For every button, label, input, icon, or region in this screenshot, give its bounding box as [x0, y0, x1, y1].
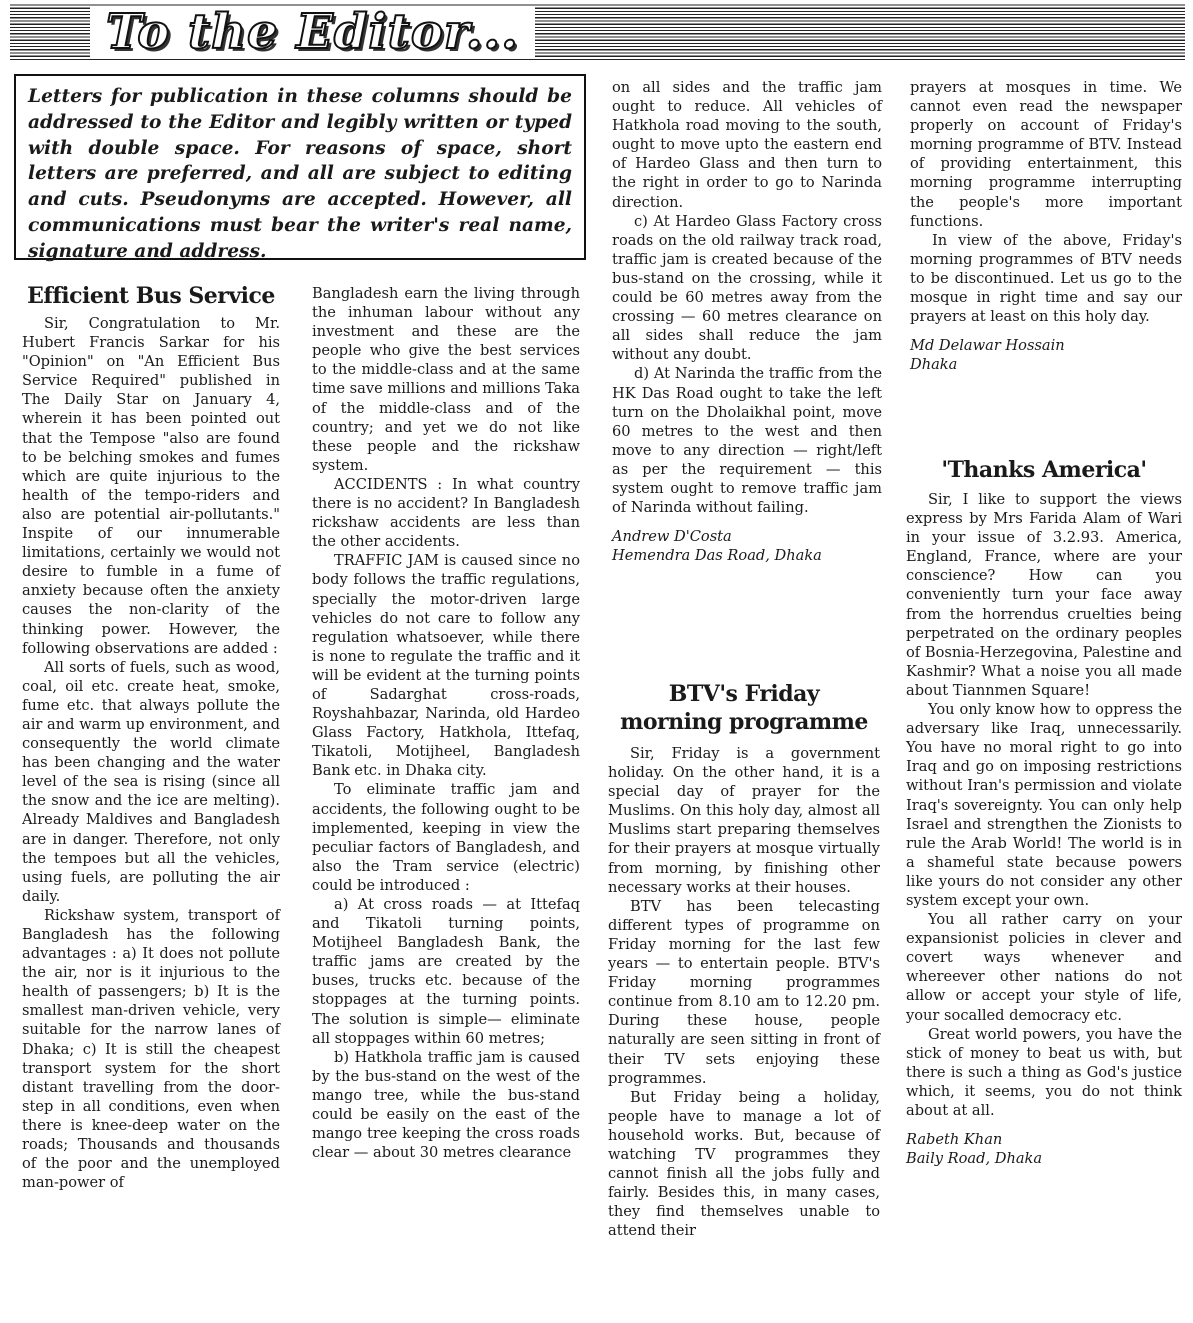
paragraph: ACCIDENTS : In what country there is no accident? In Bangladesh rickshaw accidents are less than the other accidents. [312, 475, 580, 551]
paragraph: Rickshaw system, transport of Bangladesh has the following advantages : a) It does not pollute the air, nor is it injurious to the health of passengers; b) It is the smallest man-driven vehicle, very suitable for the narrow lanes of Dhaka; c) It is still the cheapest transport system for the short distant travelling from the door-step in all conditions, even when there is knee-deep water on the roads; Thousands and thousands of the poor and the unemployed man-power of [22, 906, 280, 1192]
column-3-btv [608, 680, 880, 1240]
paragraph: You all rather carry on your expansionist policies in clever and covert ways whenever and whereever other nations do not allow or accept your style of life, your socalled democracy etc. [906, 911, 1182, 1024]
paragraph: TRAFFIC JAM is caused since no body follows the traffic regulations, specially the motor-driven large vehicles do not care to follow any regulation whatsoever, while there is none to regulate the traffic and it will be evident at the turning points of Sadarghat cross-roads, Royshahbazar, Narinda, old Hardeo Glass Factory, Hatkhola, Ittefaq, Tikatoli, Motijheel, Bangladesh Bank etc. in Dhaka city. [312, 552, 580, 780]
paragraph: Sir, Congratulation to Mr. Hubert Francis Sarkar for his "Opinion" on "An Efficient Bus Service Required" published in The Daily Star on January 4, wherein it has been pointed out that the Tempose "also are found to be belching smokes and fumes which are quite injurious to the health of the tempo-riders and also are potential air-pollutants." Inspite of our innumerable limitations, certainly we would not desire to fumble in a fume of anxiety because often the anxiety causes the non-clarity of the thinking power. However, the following observations are added : [22, 315, 280, 657]
paragraph: c) At Hardeo Glass Factory cross roads on the old railway track road, traffic jam is created because of the bus-stand on the crossing, while it could be 60 metres away from the crossing — 60 metres clearance on all sides shall reduce the jam without any doubt. [612, 212, 882, 364]
signature-address: Dhaka [910, 356, 958, 374]
column-4 [910, 78, 1182, 374]
paragraph: BTV has been telecasting different types of programme on Friday morning for the last few years — to entertain people. BTV's Friday morning programmes continue from 8.10 am to 12.20 pm. During these house, people naturally are seen sitting in front of their TV sets enjoying these programmes. [608, 897, 880, 1087]
paragraph: In view of the above, Friday's morning programmes of BTV needs to be discontinued. Let us go to the mosque in right time and say our prayers at least on this holy day. [910, 231, 1182, 326]
paragraph: Sir, Friday is a government holiday. On the other hand, it is a special day of prayer for the Muslims. On this holy day, almost all Muslims start preparing themselves for their prayers at mosque virtually from morning, by finishing other necessary works at their houses. [608, 745, 880, 896]
signature-name: Andrew D'Costa [612, 528, 732, 546]
editorial-notice: Letters for publication in these columns should be addressed to the Editor and legibly written or typed with double space. For reasons of space, short letters are preferred, and all are subject to editing and cuts. Pseudonyms are accepted. However, all communications must bear the writer's real name, signature and address. [14, 74, 586, 260]
headline-btv-line-1: BTV's Friday [668, 681, 820, 707]
headline-thanks-america: 'Thanks America' [941, 457, 1147, 483]
paragraph: d) At Narinda the traffic from the HK Das Road ought to take the left turn on the Dholaikhal point, move 60 metres to the west and then move to any direction — right/left as per the requirement — this system ought to remove traffic jam of Narinda without failing. [612, 365, 882, 517]
signature-address: Hemendra Das Road, Dhaka [612, 547, 822, 565]
paragraph: Great world powers, you have the stick of money to beat us with, but there is such a thing as God's justice which, it seems, you do not think about at all. [906, 1025, 1182, 1119]
column-2 [312, 284, 580, 1162]
paragraph: All sorts of fuels, such as wood, coal, oil etc. create heat, smoke, fume etc. that always pollute the air and warm up environment, and consequently the world climate has been changing and the water level of the sea is rising (since all the snow and the ice are melting). Already Maldives and Bangladesh are in danger. Therefore, not only the tempoes but all the vehicles, using fuels, are polluting the air daily. [22, 658, 280, 905]
signature-name: Rabeth Khan [906, 1131, 1003, 1149]
signature-name: Md Delawar Hossain [910, 337, 1065, 355]
paragraph: Bangladesh earn the living through the inhuman labour without any investment and these are the people who give the best services to the middle-class and at the same time save millions and millions Taka of the middle-class and of the country; and yet we do not like these people and the rickshaw system. [312, 285, 580, 474]
paragraph: You only know how to oppress the adversary like Iraq, unnecessarily. You have no moral right to go into Iraq and go on imposing restrictions without Iran's permission and violate Iraq's sovereignty. You can only help Israel and strengthen the Zionists to rule the Arab World! The world is in a shameful state because powers like yours do not consider any other system except your own. [906, 701, 1182, 909]
paragraph: prayers at mosques in time. We cannot even read the newspaper properly on account of Friday's morning programme of BTV. Instead of providing entertainment, this morning programme interrupting the people's more important functions. [910, 79, 1182, 230]
paragraph: on all sides and the traffic jam ought to reduce. All vehicles of Hatkhola road moving to the south, ought to move upto the eastern end of Hardeo Glass and then turn to the right in order to go to Narinda direction. [612, 79, 882, 211]
paragraph: b) Hatkhola traffic jam is caused by the bus-stand on the west of the mango tree, while the bus-stand could be easily on the east of the mango tree keeping the cross roads clear — about 30 metres clearance [312, 1048, 580, 1162]
masthead-banner [10, 4, 1185, 60]
section-title: To the Editor... [90, 6, 535, 58]
column-4-thanks [906, 456, 1182, 1168]
paragraph: Sir, I like to support the views express by Mrs Farida Alam of Wari in your issue of 3.2.93. America, England, France, where are your conscience? How can you conveniently turn your face away from the horrendus cruelties being perpetrated on the ordinary peoples of Bosnia-Herzegovina, Palestine and Kashmir? What a noise you all made about Tiannmen Square! [906, 491, 1182, 699]
headline-bus-service: Efficient Bus Service [27, 283, 275, 309]
paragraph: But Friday being a holiday, people have to manage a lot of household works. But, because of watching TV programmes they cannot finish all the jobs fully and fairly. Besides this, in many cases, they find themselves unable to attend their [608, 1088, 880, 1240]
headline-btv-line-2: morning programme [620, 709, 868, 735]
column-3 [612, 78, 882, 565]
paragraph: a) At cross roads — at Ittefaq and Tikatoli turning points, Motijheel Bangladesh Bank, the traffic jams are created by the buses, trucks etc. because of the stoppages at the turning points. The solution is simple— eliminate all stoppages within 60 metres; [312, 896, 580, 1047]
column-1 [22, 282, 280, 1192]
paragraph: To eliminate traffic jam and accidents, the following ought to be implemented, keeping in view the peculiar factors of Bangladesh, and also the Tram service (electric) could be introduced : [312, 781, 580, 894]
signature-address: Baily Road, Dhaka [906, 1150, 1043, 1168]
